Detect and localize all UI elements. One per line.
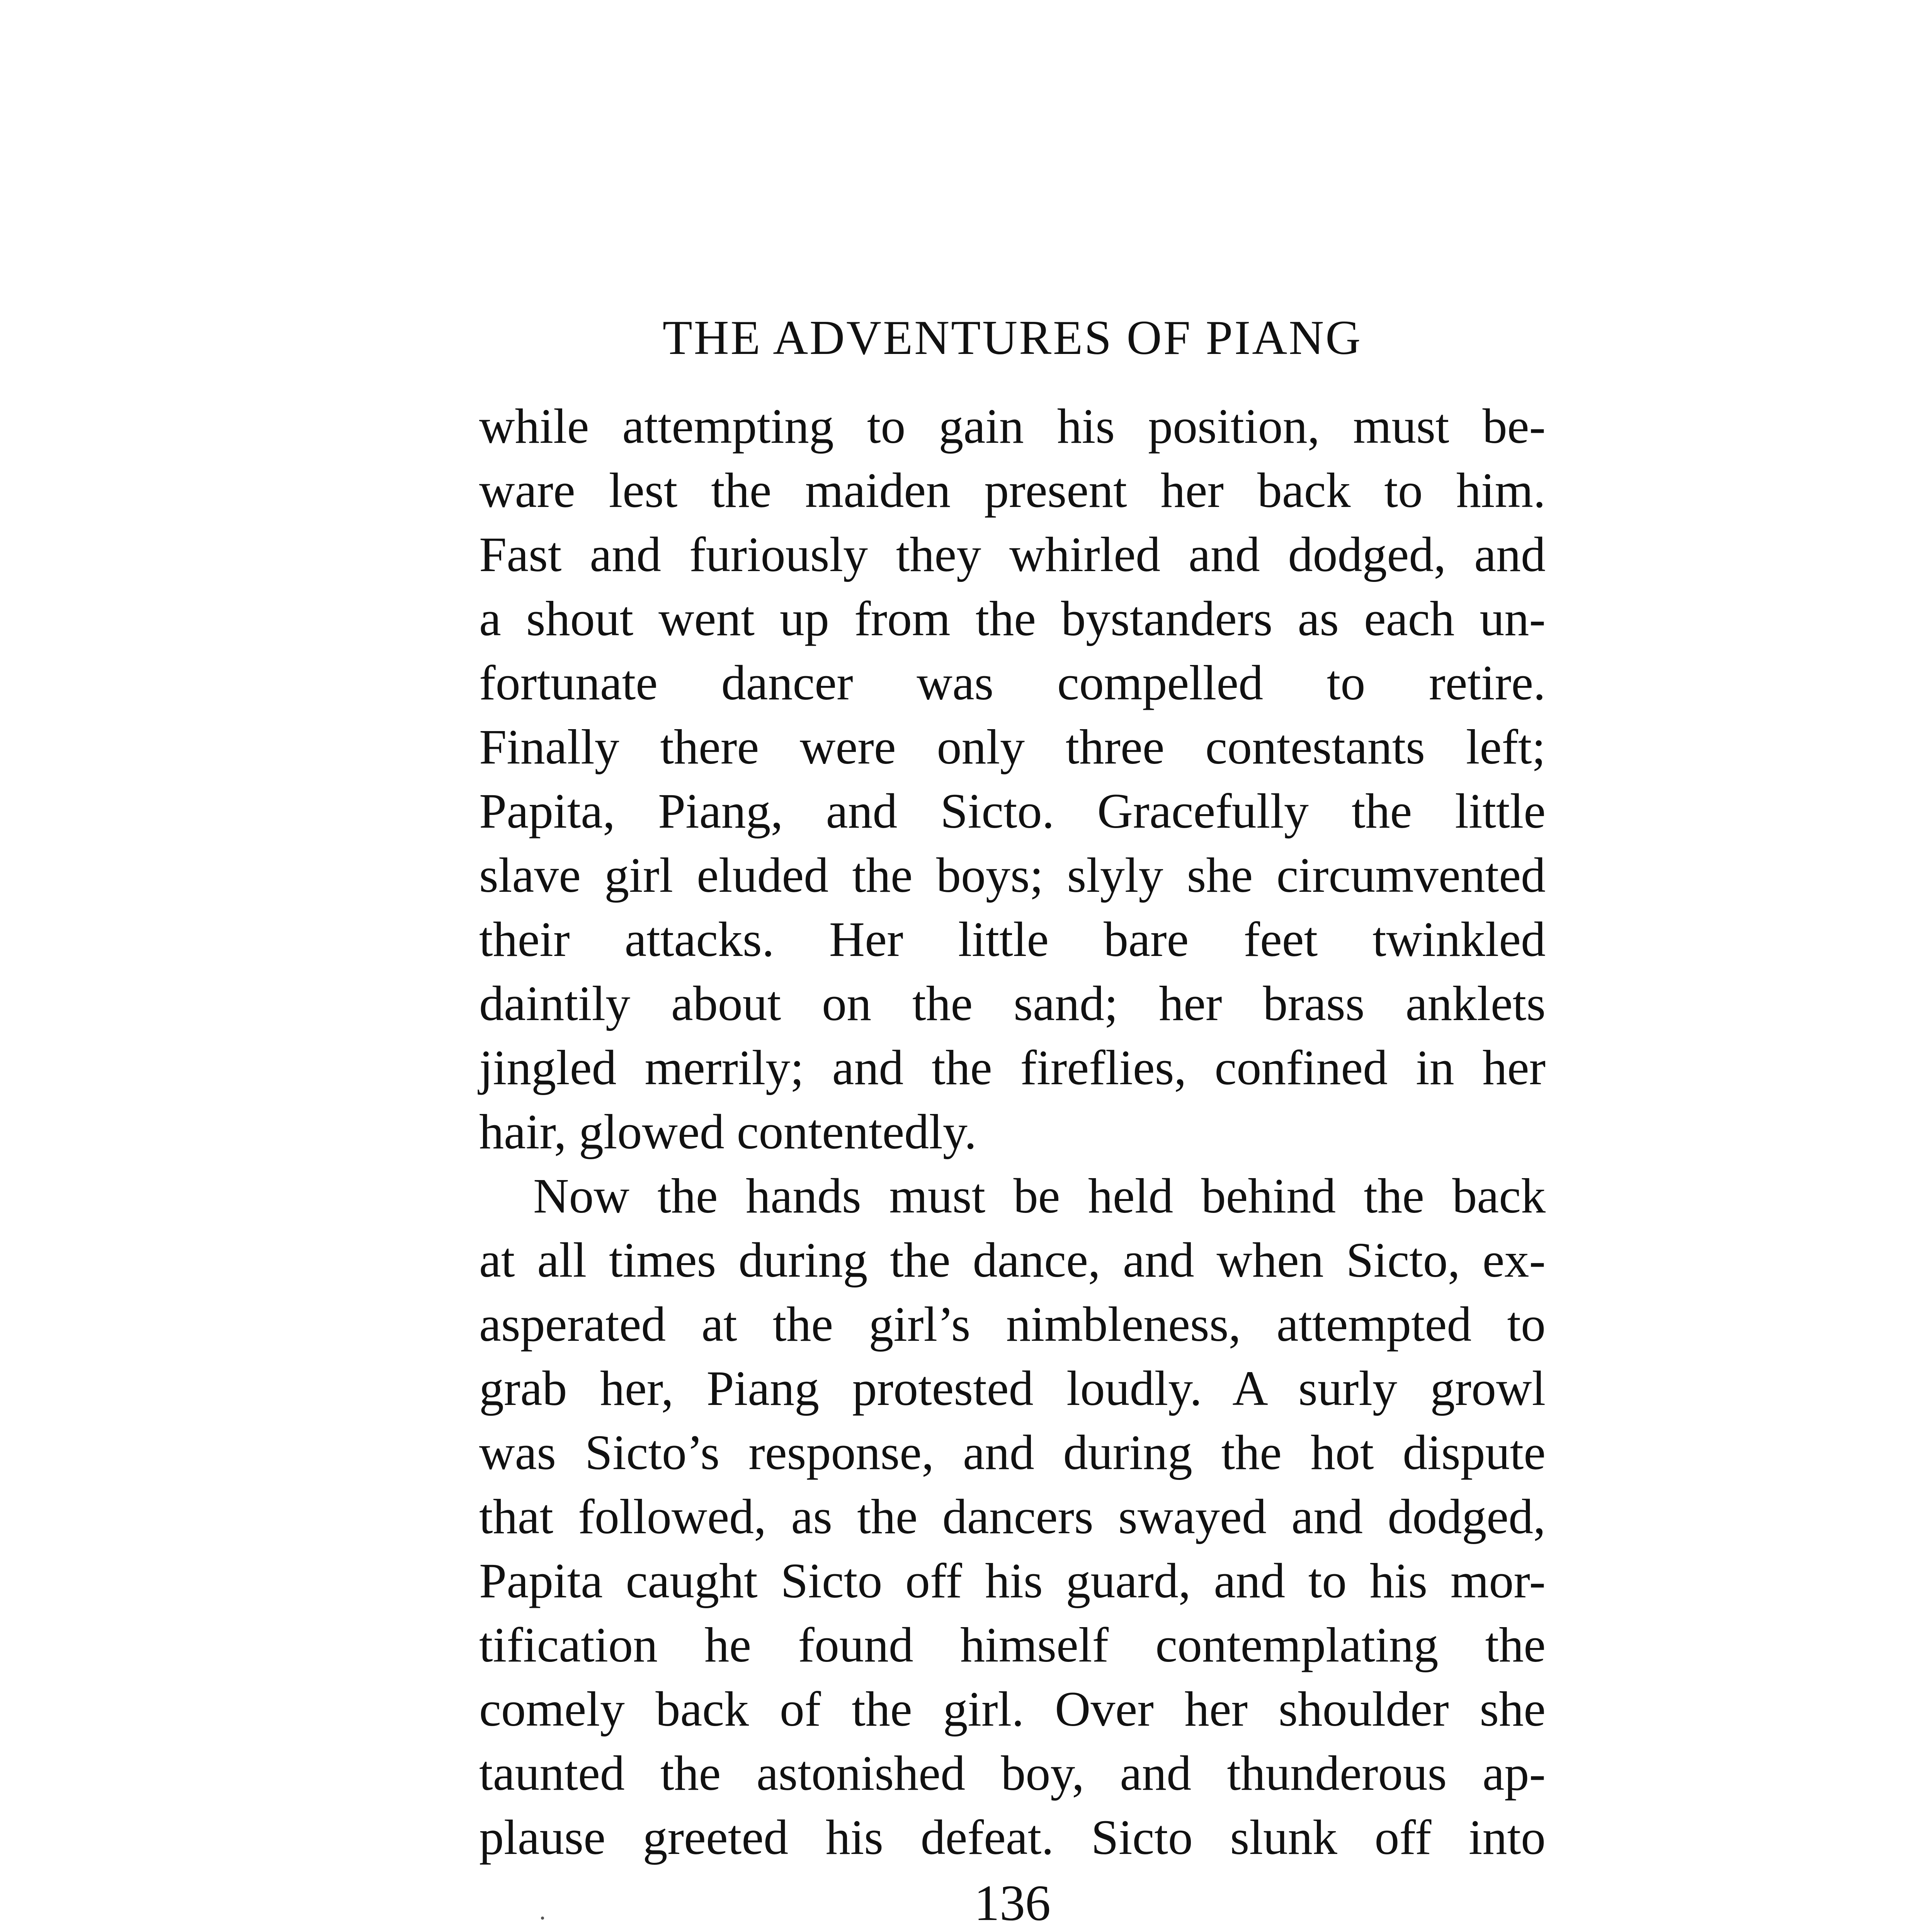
text-line: hair, glowed contentedly. [479,1104,977,1159]
page-number: 136 [974,1874,1051,1931]
text-line: while attempting to gain his position, must be- [479,399,1546,454]
running-head: THE ADVENTURES OF PIANG [662,311,1362,365]
text-line: tification he found himself contemplating the [479,1617,1546,1672]
text-line: taunted the astonished boy, and thunderous ap- [479,1746,1546,1801]
text-line: slave girl eluded the boys; slyly she circumvented [479,848,1546,903]
text-line: fortunate dancer was compelled to retire. [479,655,1546,710]
text-line: was Sicto’s response, and during the hot dispute [479,1425,1546,1480]
text-line: at all times during the dance, and when Sicto, ex- [479,1233,1546,1287]
text-line: plause greeted his defeat. Sicto slunk off into [479,1810,1546,1865]
body-text [479,394,1546,1869]
text-line: jingled merrily; and the fireflies, confined in her [479,1040,1546,1095]
text-line: Papita caught Sicto off his guard, and to his mor- [479,1553,1546,1608]
scan-speck [541,1917,544,1920]
text-line: a shout went up from the bystanders as each un- [479,591,1546,646]
text-line: daintily about on the sand; her brass anklets [479,976,1546,1031]
text-line: Now the hands must be held behind the back [533,1168,1546,1223]
text-line: Fast and furiously they whirled and dodged, and [479,527,1546,582]
text-line: that followed, as the dancers swayed and dodged, [479,1489,1546,1544]
text-line: their attacks. Her little bare feet twinkled [479,912,1546,967]
text-line: Papita, Piang, and Sicto. Gracefully the little [479,784,1546,838]
text-line: comely back of the girl. Over her shoulder she [479,1682,1546,1736]
text-line: asperated at the girl’s nimbleness, attempted to [479,1297,1546,1352]
text-line: Finally there were only three contestants left; [479,719,1546,774]
text-line: grab her, Piang protested loudly. A surly growl [479,1361,1546,1416]
text-line: ware lest the maiden present her back to him. [479,463,1546,518]
